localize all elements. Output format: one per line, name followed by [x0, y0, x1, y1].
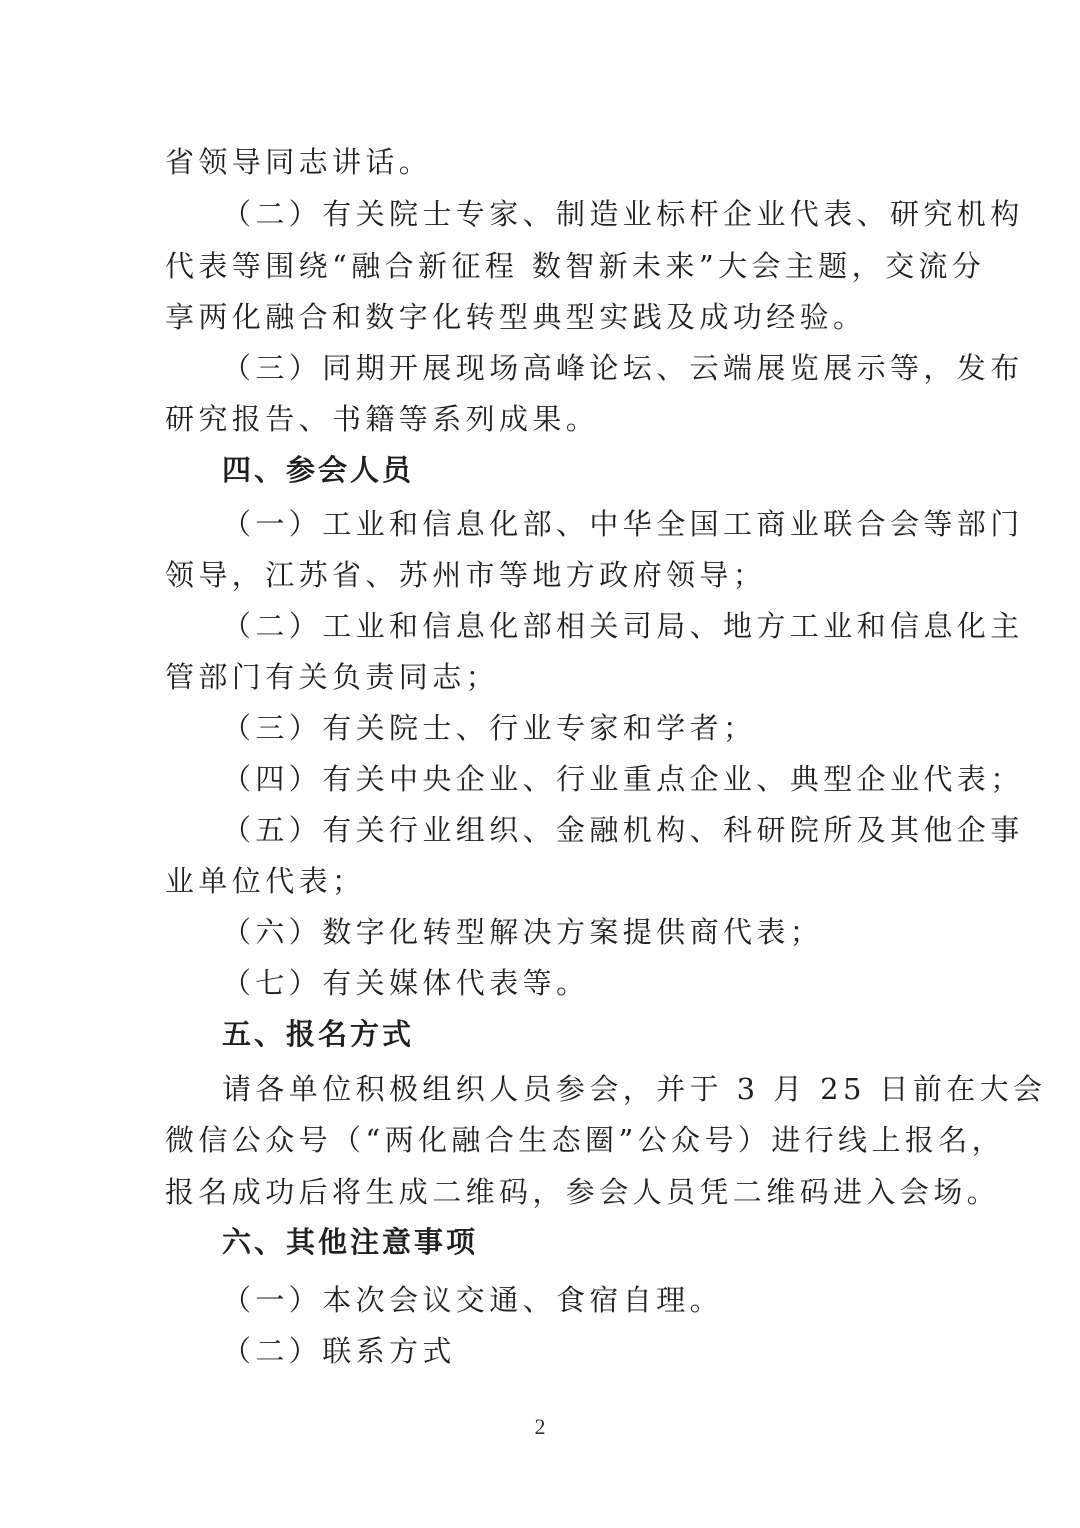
text-line: 研究报告、书籍等系列成果。 [165, 402, 600, 436]
text-line: 领导，江苏省、苏州市等地方政府领导； [165, 558, 767, 592]
text-line: 享两化融合和数字化转型典型实践及成功经验。 [165, 300, 867, 334]
text-line: （三）同期开展现场高峰论坛、云端展览展示等，发布 [222, 351, 1024, 385]
text-line: （四）有关中央企业、行业重点企业、典型企业代表； [222, 762, 1024, 796]
text-line: （七）有关媒体代表等。 [222, 966, 590, 1000]
text-line: （二）工业和信息化部相关司局、地方工业和信息化主 [222, 609, 1024, 643]
section-heading: 五、报名方式 [222, 1017, 415, 1051]
text-line: （一）工业和信息化部、中华全国工商业联合会等部门 [222, 507, 1024, 541]
text-line: （六）数字化转型解决方案提供商代表； [222, 915, 824, 949]
page-number: 2 [534, 1414, 546, 1439]
text-line: 业单位代表； [165, 864, 366, 898]
text-line: （五）有关行业组织、金融机构、科研院所及其他企事 [222, 813, 1024, 847]
text-line: （二）有关院士专家、制造业标杆企业代表、研究机构 [222, 197, 1024, 231]
text-line: 省领导同志讲话。 [165, 145, 433, 179]
text-line: 报名成功后将生成二维码，参会人员凭二维码进入会场。 [165, 1175, 1001, 1209]
text-line: 微信公众号（“两化融合生态圈”公众号）进行线上报名， [165, 1123, 1006, 1157]
text-line: 管部门有关负责同志； [165, 660, 500, 694]
text-line: 代表等围绕“融合新征程 数智新未来”大会主题，交流分 [165, 249, 986, 283]
text-line: （一）本次会议交通、食宿自理。 [222, 1283, 724, 1317]
text-line: （三）有关院士、行业专家和学者； [222, 711, 757, 745]
section-heading: 四、参会人员 [222, 453, 415, 487]
text-line: （二）联系方式 [222, 1334, 456, 1368]
section-heading: 六、其他注意事项 [222, 1225, 479, 1259]
text-line: 请各单位积极组织人员参会，并于 3 月 25 日前在大会 [222, 1072, 1047, 1106]
